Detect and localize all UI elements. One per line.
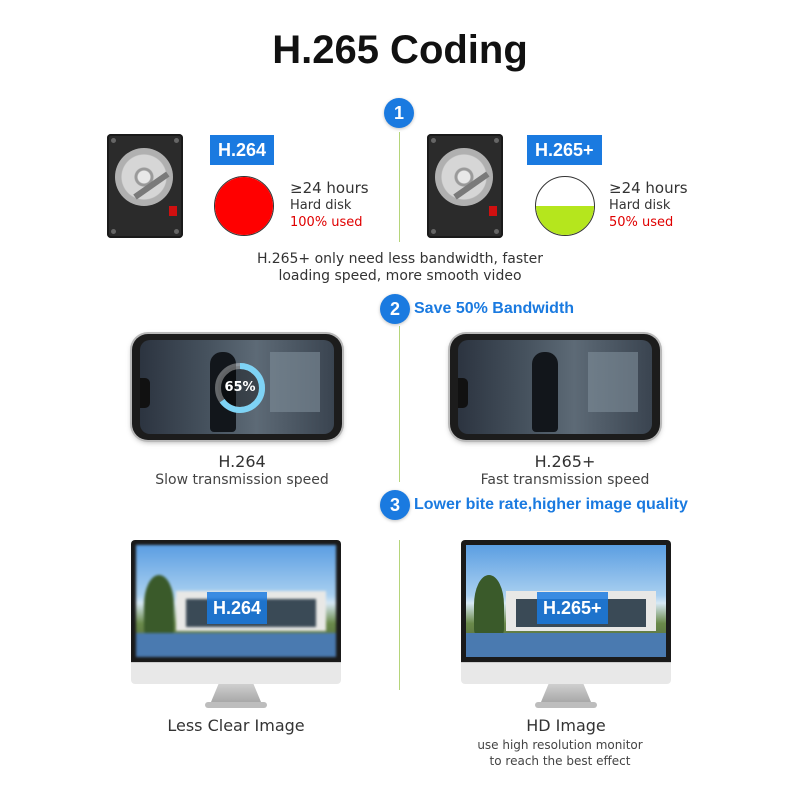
right-phone-subtitle: Fast transmission speed xyxy=(480,472,650,488)
phone-icon xyxy=(450,334,660,440)
divider-line-1 xyxy=(399,132,400,242)
step-2-circle: 2 xyxy=(380,294,410,324)
hard-disk-icon xyxy=(427,134,503,238)
left-usage-fill xyxy=(215,177,273,235)
right-disk-info xyxy=(609,180,688,231)
left-hours: ≥24 hours xyxy=(290,179,369,197)
phone-icon xyxy=(132,334,342,440)
h265-image-badge: H.265+ xyxy=(537,592,608,624)
right-phone-title: H.265+ xyxy=(534,452,596,471)
monitor-icon xyxy=(461,540,671,710)
divider-line-2 xyxy=(399,326,400,482)
step-3-circle: 3 xyxy=(380,490,410,520)
right-hours: ≥24 hours xyxy=(609,179,688,197)
left-used: 100% used xyxy=(290,215,363,230)
bandwidth-line-2: loading speed, more smooth video xyxy=(278,268,522,284)
step-2-label: Save 50% Bandwidth xyxy=(414,300,575,317)
step-3-label: Lower bite rate,higher image quality xyxy=(414,496,688,513)
hard-disk-icon xyxy=(107,134,183,238)
step-1-circle: 1 xyxy=(384,98,414,128)
monitor-icon xyxy=(131,540,341,710)
left-disk-info xyxy=(290,180,369,231)
h264-storage-badge: H.264 xyxy=(210,135,274,165)
left-usage-circle xyxy=(214,176,274,236)
right-usage-fill xyxy=(536,206,594,235)
right-usage-circle xyxy=(535,176,595,236)
right-monitor-title: HD Image xyxy=(526,716,606,735)
left-monitor-title: Less Clear Image xyxy=(167,716,305,735)
left-phone-title: H.264 xyxy=(218,452,266,471)
progress-label: 65% xyxy=(224,380,256,395)
right-monitor-sub-1: use high resolution monitor xyxy=(477,738,643,752)
right-used: 50% used xyxy=(609,215,674,230)
left-phone-subtitle: Slow transmission speed xyxy=(155,472,329,488)
left-disk-label: Hard disk xyxy=(290,198,352,213)
divider-line-3 xyxy=(399,540,400,690)
bandwidth-description xyxy=(0,251,800,285)
page-title: H.265 Coding xyxy=(272,28,528,72)
bandwidth-line-1: H.265+ only need less bandwidth, faster xyxy=(256,251,544,267)
right-disk-label: Hard disk xyxy=(609,198,671,213)
right-monitor-sub-2: to reach the best effect xyxy=(489,754,631,768)
h265-storage-badge: H.265+ xyxy=(527,135,602,165)
h264-image-badge: H.264 xyxy=(207,592,267,624)
